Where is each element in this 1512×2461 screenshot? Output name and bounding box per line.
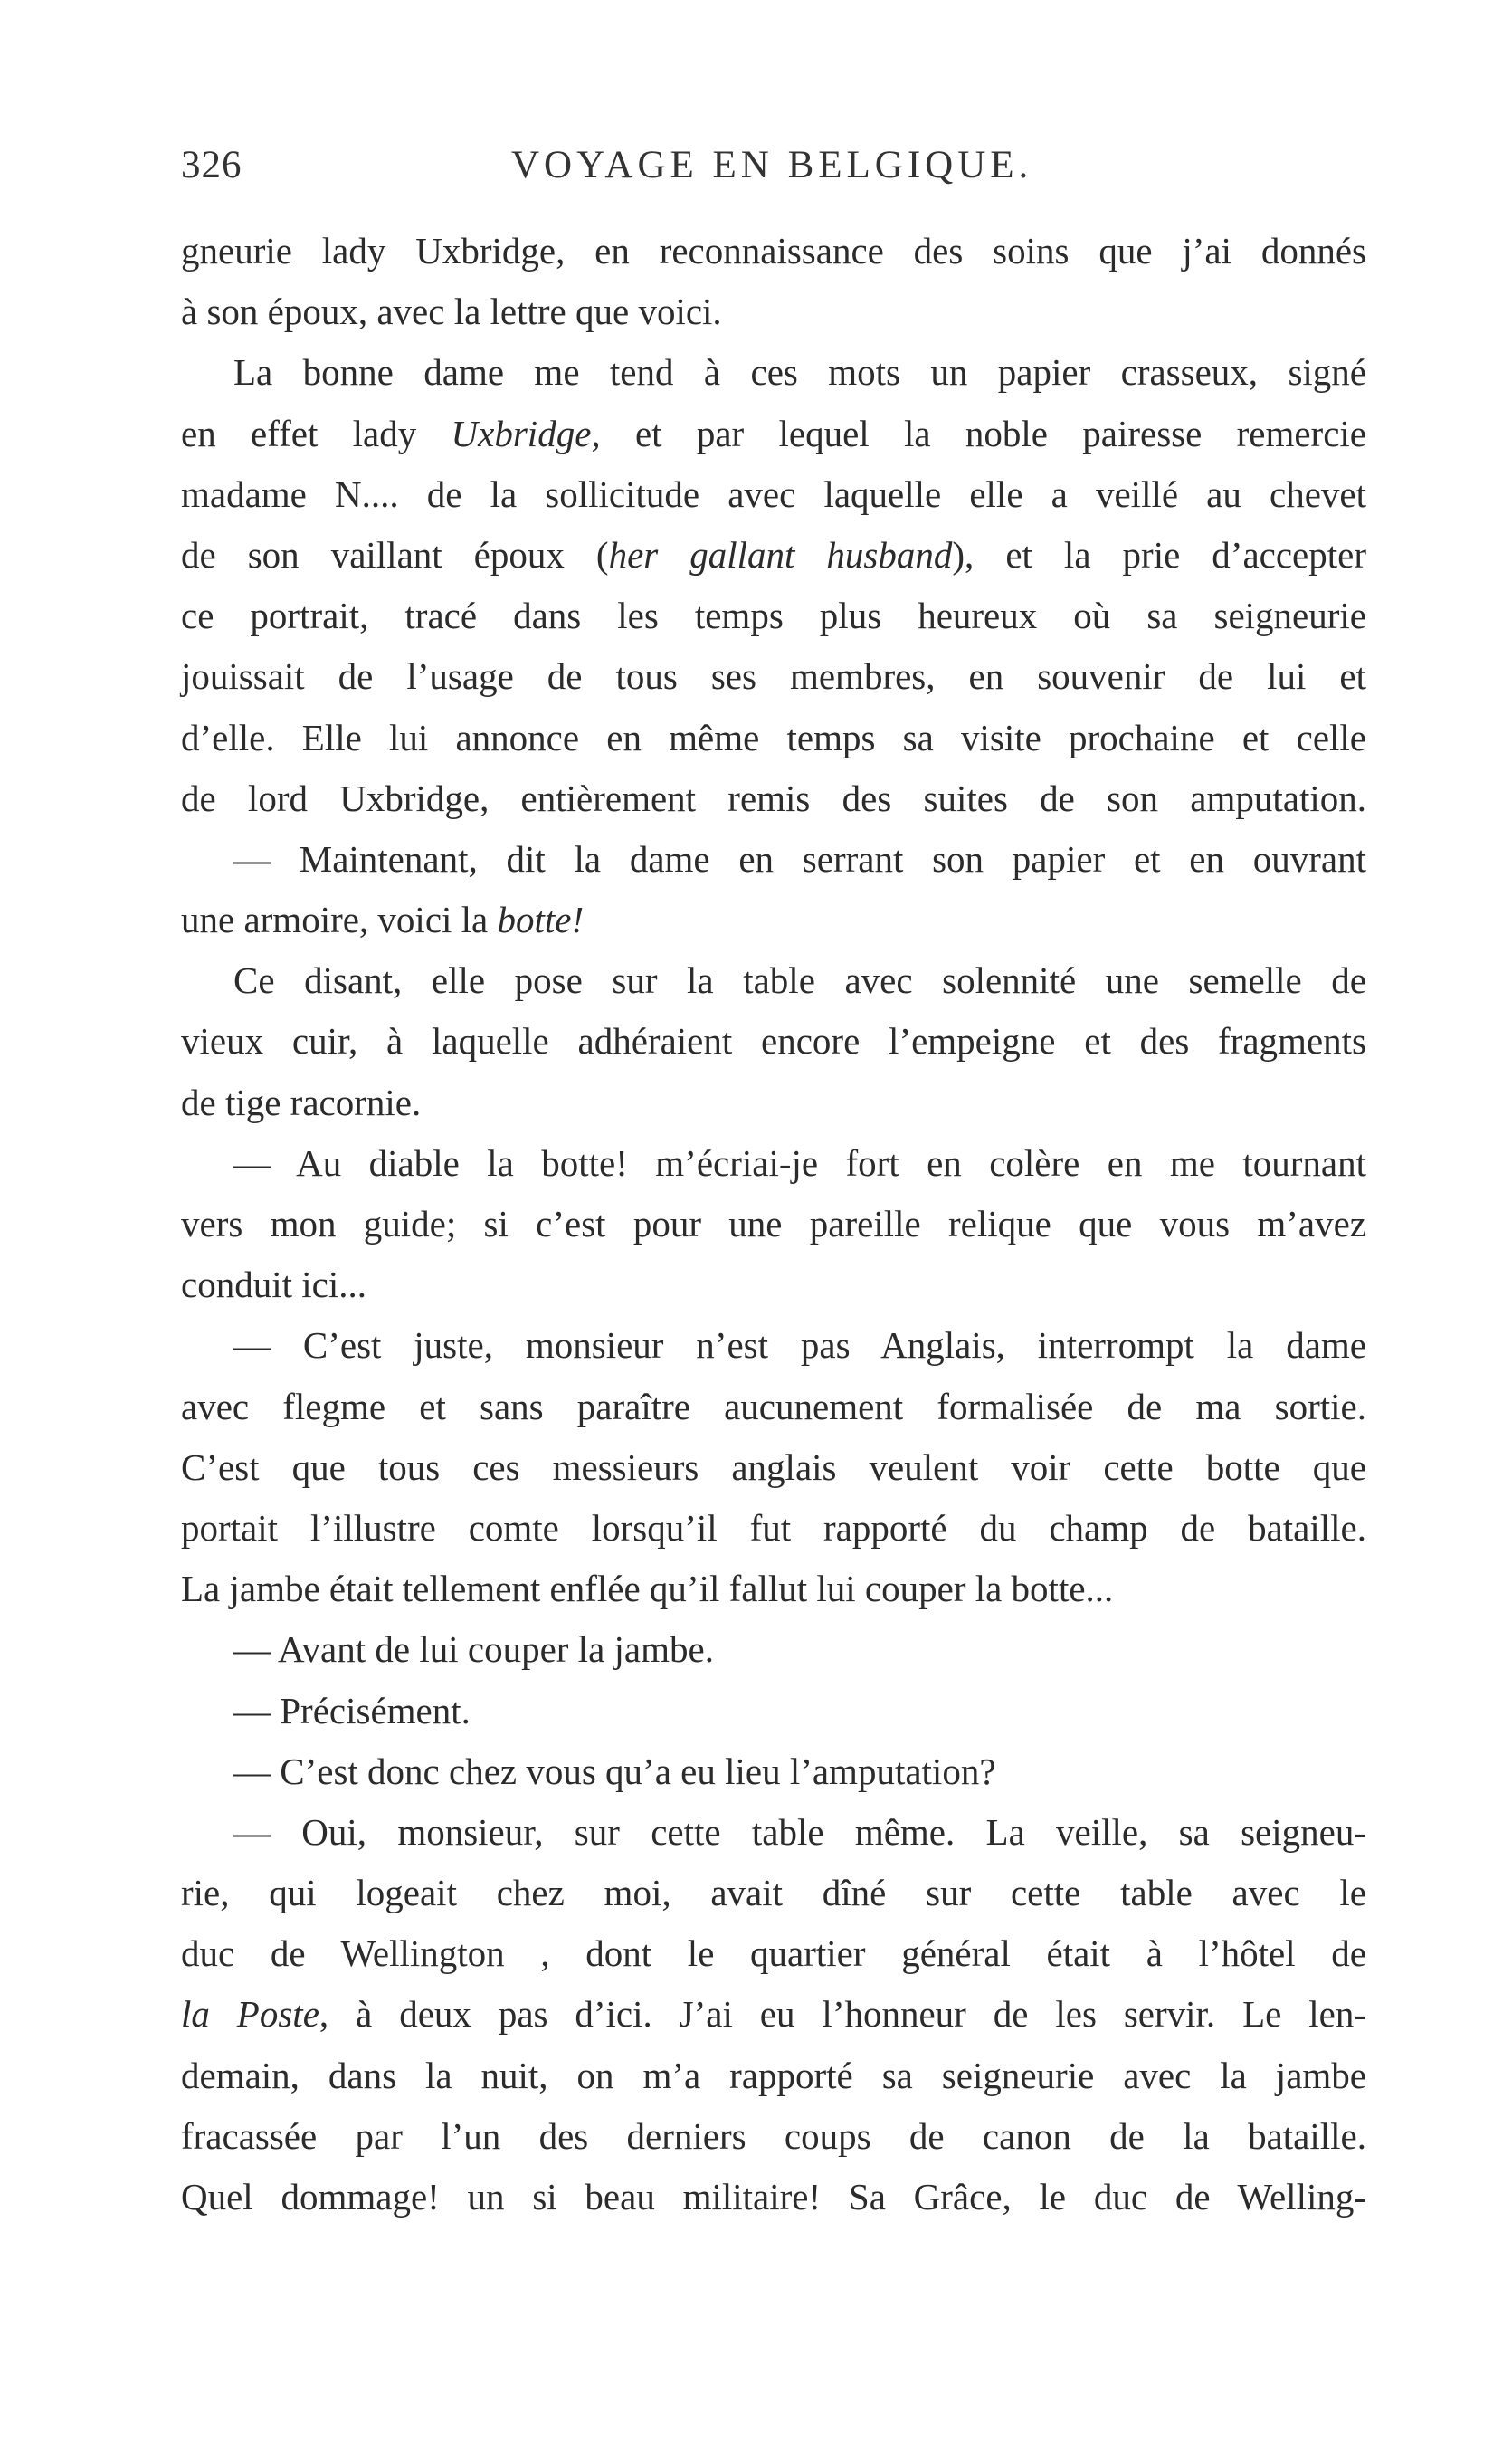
text-line: — Maintenant, dit la dame en serrant son papier et en ouvrant	[233, 837, 1366, 880]
body-text	[181, 221, 1366, 2227]
italic-run: la Poste	[181, 1993, 319, 2036]
text-line: — Avant de lui couper la jambe.	[233, 1628, 714, 1671]
text-line: portait l’illustre comte lorsqu’il fut rapporté du champ de bataille.	[181, 1506, 1366, 1549]
text-line: de lord Uxbridge, entièrement remis des suites de son amputation.	[181, 777, 1366, 819]
text-line	[181, 890, 1366, 950]
running-title: VOYAGE EN BELGIQUE.	[511, 144, 1033, 186]
text-line: Ce disant, elle pose sur la table avec solennité une semelle de	[233, 959, 1366, 1002]
text-line: demain, dans la nuit, on m’a rapporté sa seigneurie avec la jambe	[181, 2054, 1366, 2096]
italic-run: botte!	[497, 899, 585, 941]
text-line: de tige racornie.	[181, 1081, 422, 1123]
text-line: — C’est donc chez vous qu’a eu lieu l’amputation?	[233, 1750, 996, 1792]
page-number: 326	[181, 144, 242, 186]
text-line: — Précisément.	[233, 1689, 471, 1731]
text-line: ce portrait, tracé dans les temps plus heureux où sa seigneurie	[181, 595, 1366, 637]
text-run: , et par lequel la noble pairesse remercie	[591, 412, 1366, 454]
text-line: à son époux, avec la lettre que voici.	[181, 291, 722, 333]
text-run: en effet lady	[181, 412, 452, 454]
text-run: de son vaillant époux (	[181, 533, 609, 576]
text-line	[181, 525, 1366, 586]
text-line: rie, qui logeait chez moi, avait dîné sur cette table avec le	[181, 1872, 1366, 1914]
text-line	[181, 404, 1366, 464]
italic-run: her gallant husband	[608, 533, 953, 576]
text-line: La jambe était tellement enflée qu’il fallut lui couper la botte...	[181, 1568, 1114, 1610]
text-line: vers mon guide; si c’est pour une pareille relique que vous m’avez	[181, 1203, 1366, 1245]
text-line: Quel dommage! un si beau militaire! Sa Grâce, le duc de Welling-	[181, 2176, 1366, 2218]
text-line: La bonne dame me tend à ces mots un papier crasseux, signé	[233, 351, 1366, 394]
page-header	[181, 143, 1375, 197]
text-run: ), et la prie d’accepter	[952, 533, 1366, 576]
text-line: conduit ici...	[181, 1264, 366, 1306]
text-line: vieux cuir, à laquelle adhéraient encore l’empeigne et des fragments	[181, 1020, 1366, 1063]
text-line: C’est que tous ces messieurs anglais veulent voir cette botte que	[181, 1445, 1366, 1488]
text-line: — C’est juste, monsieur n’est pas Anglais, interrompt la dame	[233, 1324, 1366, 1367]
text-line	[181, 1984, 1366, 2045]
text-line: d’elle. Elle lui annonce en même temps sa visite prochaine et celle	[181, 716, 1366, 758]
italic-run: Uxbridge	[451, 412, 592, 454]
text-line: gneurie lady Uxbridge, en reconnaissance des soins que j’ai donnés	[181, 230, 1366, 272]
text-line: — Oui, monsieur, sur cette table même. La veille, sa seigneu-	[233, 1810, 1366, 1853]
text-line: fracassée par l’un des derniers coups de canon de la bataille.	[181, 2114, 1366, 2157]
text-run: , à deux pas d’ici. J’ai eu l’honneur de les servir. Le len-	[319, 1993, 1366, 2036]
text-run: une armoire, voici la	[181, 899, 498, 941]
text-line: madame N.... de la sollicitude avec laquelle elle a veillé au chevet	[181, 472, 1366, 515]
text-line: — Au diable la botte! m’écriai-je fort en colère en me tournant	[233, 1141, 1366, 1184]
text-line: jouissait de l’usage de tous ses membres, en souvenir de lui et	[181, 655, 1366, 698]
text-line: duc de Wellington , dont le quartier général était à l’hôtel de	[181, 1932, 1366, 1975]
text-line: avec flegme et sans paraître aucunement formalisée de ma sortie.	[181, 1385, 1366, 1427]
